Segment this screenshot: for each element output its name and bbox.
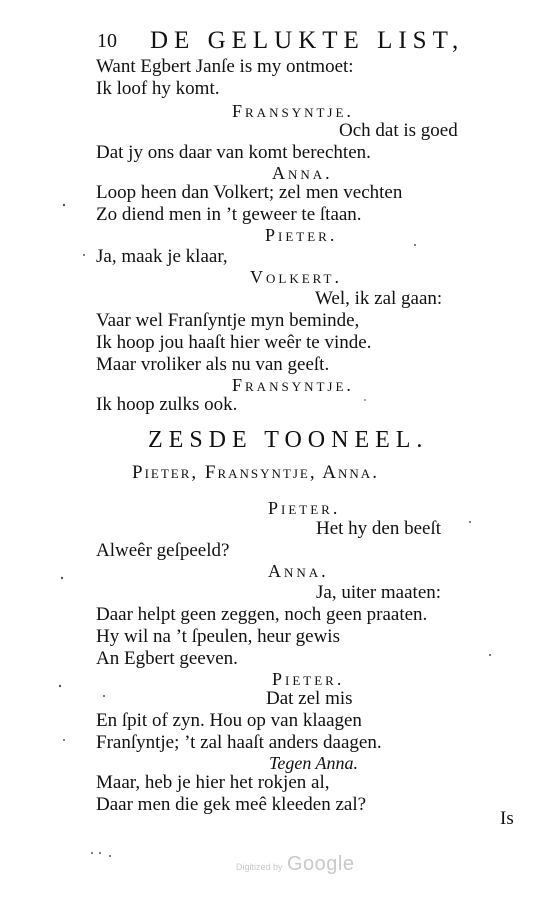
verse-line: Ja, uiter maaten: <box>316 582 442 603</box>
verse-line: Ik hoop zulks ook. <box>96 394 238 415</box>
catchword: Is <box>500 808 514 829</box>
running-title: DE GELUKTE LIST, <box>150 27 465 54</box>
verse-line: Het hy den beeſt <box>316 518 442 539</box>
speaker-name: Anna. <box>272 163 333 183</box>
watermark-small-text: Digitized by <box>236 862 283 872</box>
verse-line: Daar helpt geen zeggen, noch geen praaten. <box>96 604 428 625</box>
speaker-name: Volkert. <box>250 267 342 287</box>
verse-line: Ik loof hy komt. <box>96 78 220 99</box>
speaker-name: Fransyntje. <box>232 375 354 395</box>
verse-line: Franſyntje; ’t zal haaſt anders daagen. <box>96 732 382 753</box>
verse-line: Want Egbert Janſe is my ontmoet: <box>96 56 354 77</box>
verse-line: Hy wil na ’t ſpeulen, heur gewis <box>96 626 340 647</box>
stage-direction: Tegen Anna. <box>269 753 359 773</box>
speaker-name: Fransyntje. <box>232 101 354 121</box>
verse-line: Alweêr geſpeeld? <box>96 540 230 561</box>
scene-cast: Pieter, Fransyntje, Anna. <box>132 462 379 483</box>
verse-line: An Egbert geeven. <box>96 648 238 669</box>
speaker-name: Pieter. <box>272 669 345 689</box>
page-number: 10 <box>97 30 117 52</box>
verse-line: Dat zel mis <box>266 688 353 709</box>
verse-line: Zo diend men in ’t geweer te ſtaan. <box>96 204 362 225</box>
speaker-name: Pieter. <box>265 225 338 245</box>
verse-line: Dat jy ons daar van komt berechten. <box>96 142 371 163</box>
verse-line: Daar men die gek meê kleeden zal? <box>96 794 367 815</box>
speaker-name: Pieter. <box>268 498 341 518</box>
verse-line: Maar, heb je hier het rokjen al, <box>96 772 330 793</box>
verse-line: Vaar wel Franſyntje myn beminde, <box>96 310 360 331</box>
verse-line: Maar vroliker als nu van geeſt. <box>96 354 330 375</box>
verse-line: Och dat is goed <box>339 120 458 141</box>
scene-heading: ZESDE TOONEEL. <box>148 427 429 453</box>
verse-line: Ik hoop jou haaſt hier weêr te vinde. <box>96 332 372 353</box>
speaker-name: Anna. <box>268 561 329 581</box>
verse-line: Ja, maak je klaar, <box>96 246 228 267</box>
watermark-logo-text: Google <box>286 853 355 875</box>
verse-line: Wel, ik zal gaan: <box>315 288 443 309</box>
verse-line: Loop heen dan Volkert; zel men vechten <box>96 182 403 203</box>
verse-line: En ſpit of zyn. Hou op van klaagen <box>96 710 362 731</box>
watermark <box>236 853 354 876</box>
